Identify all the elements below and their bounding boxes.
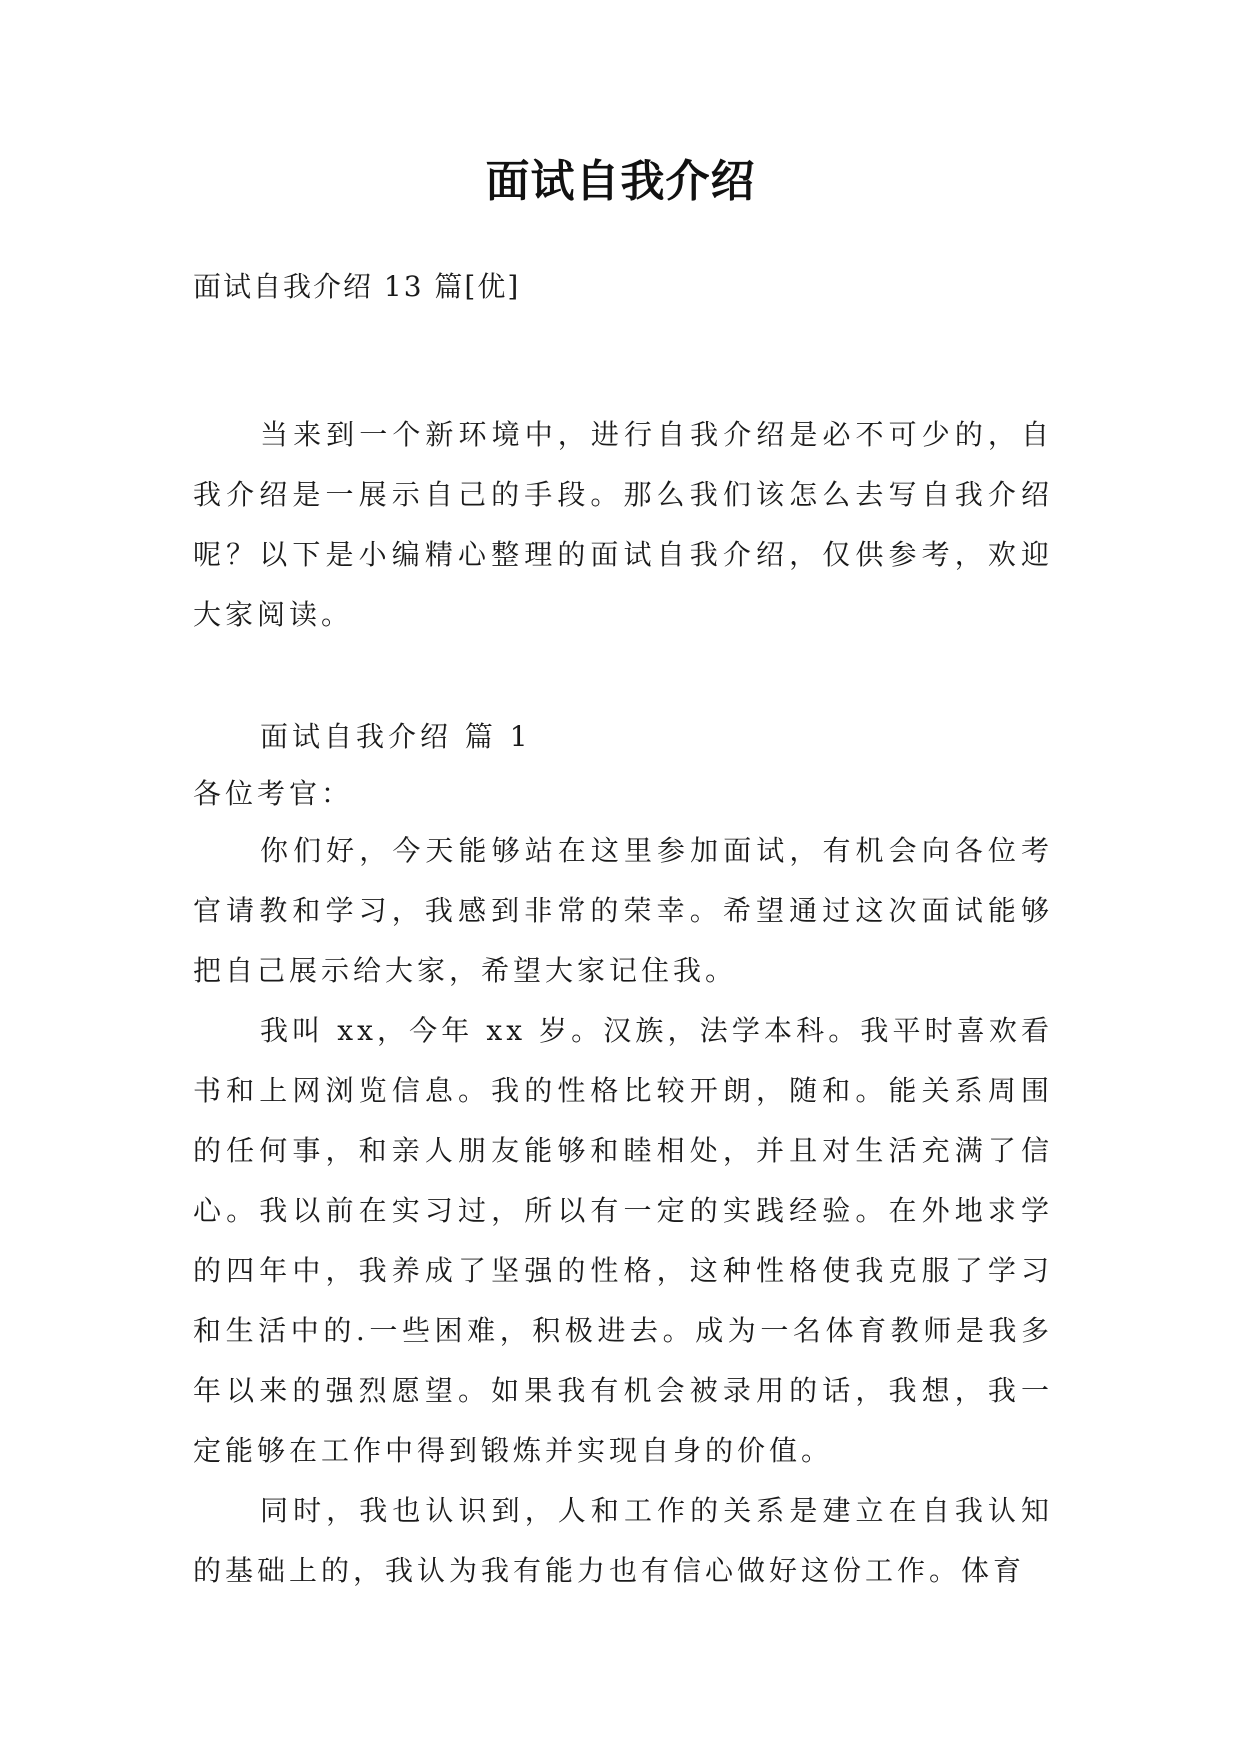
document-subtitle: 面试自我介绍 13 篇[优] (193, 270, 521, 303)
document-body (193, 405, 1053, 1601)
body-paragraph-1: 你们好，今天能够站在这里参加面试，有机会向各位考官请教和学习，我感到非常的荣幸。希望通过这次面试能够把自己展示给大家，希望大家记住我。 (193, 834, 1053, 987)
spacer (193, 645, 1053, 707)
body-paragraph-3: 同时，我也认识到，人和工作的关系是建立在自我认知的基础上的，我认为我有能力也有信心做好这份工作。体育 (193, 1494, 1053, 1587)
body-paragraph-2: 我叫 xx，今年 xx 岁。汉族，法学本科。我平时喜欢看书和上网浏览信息。我的性格比较开朗，随和。能关系周围的任何事，和亲人朋友能够和睦相处，并且对生活充满了信心。我以前在实习过，所以有一定的实践经验。在外地求学的四年中，我养成了坚强的性格，这种性格使我克服了学习和生活中的.一些困难，积极进去。成为一名体育教师是我多年以来的强烈愿望。如果我有机会被录用的话，我想，我一定能够在工作中得到锻炼并实现自身的价值。 (193, 1014, 1053, 1467)
intro-paragraph: 当来到一个新环境中，进行自我介绍是必不可少的，自我介绍是一展示自己的手段。那么我们该怎么去写自我介绍呢？以下是小编精心整理的面试自我介绍，仅供参考，欢迎大家阅读。 (193, 418, 1053, 631)
section-heading: 面试自我介绍 篇 1 (260, 720, 532, 753)
document-title: 面试自我介绍 (485, 156, 756, 207)
greeting: 各位考官： (193, 777, 354, 810)
